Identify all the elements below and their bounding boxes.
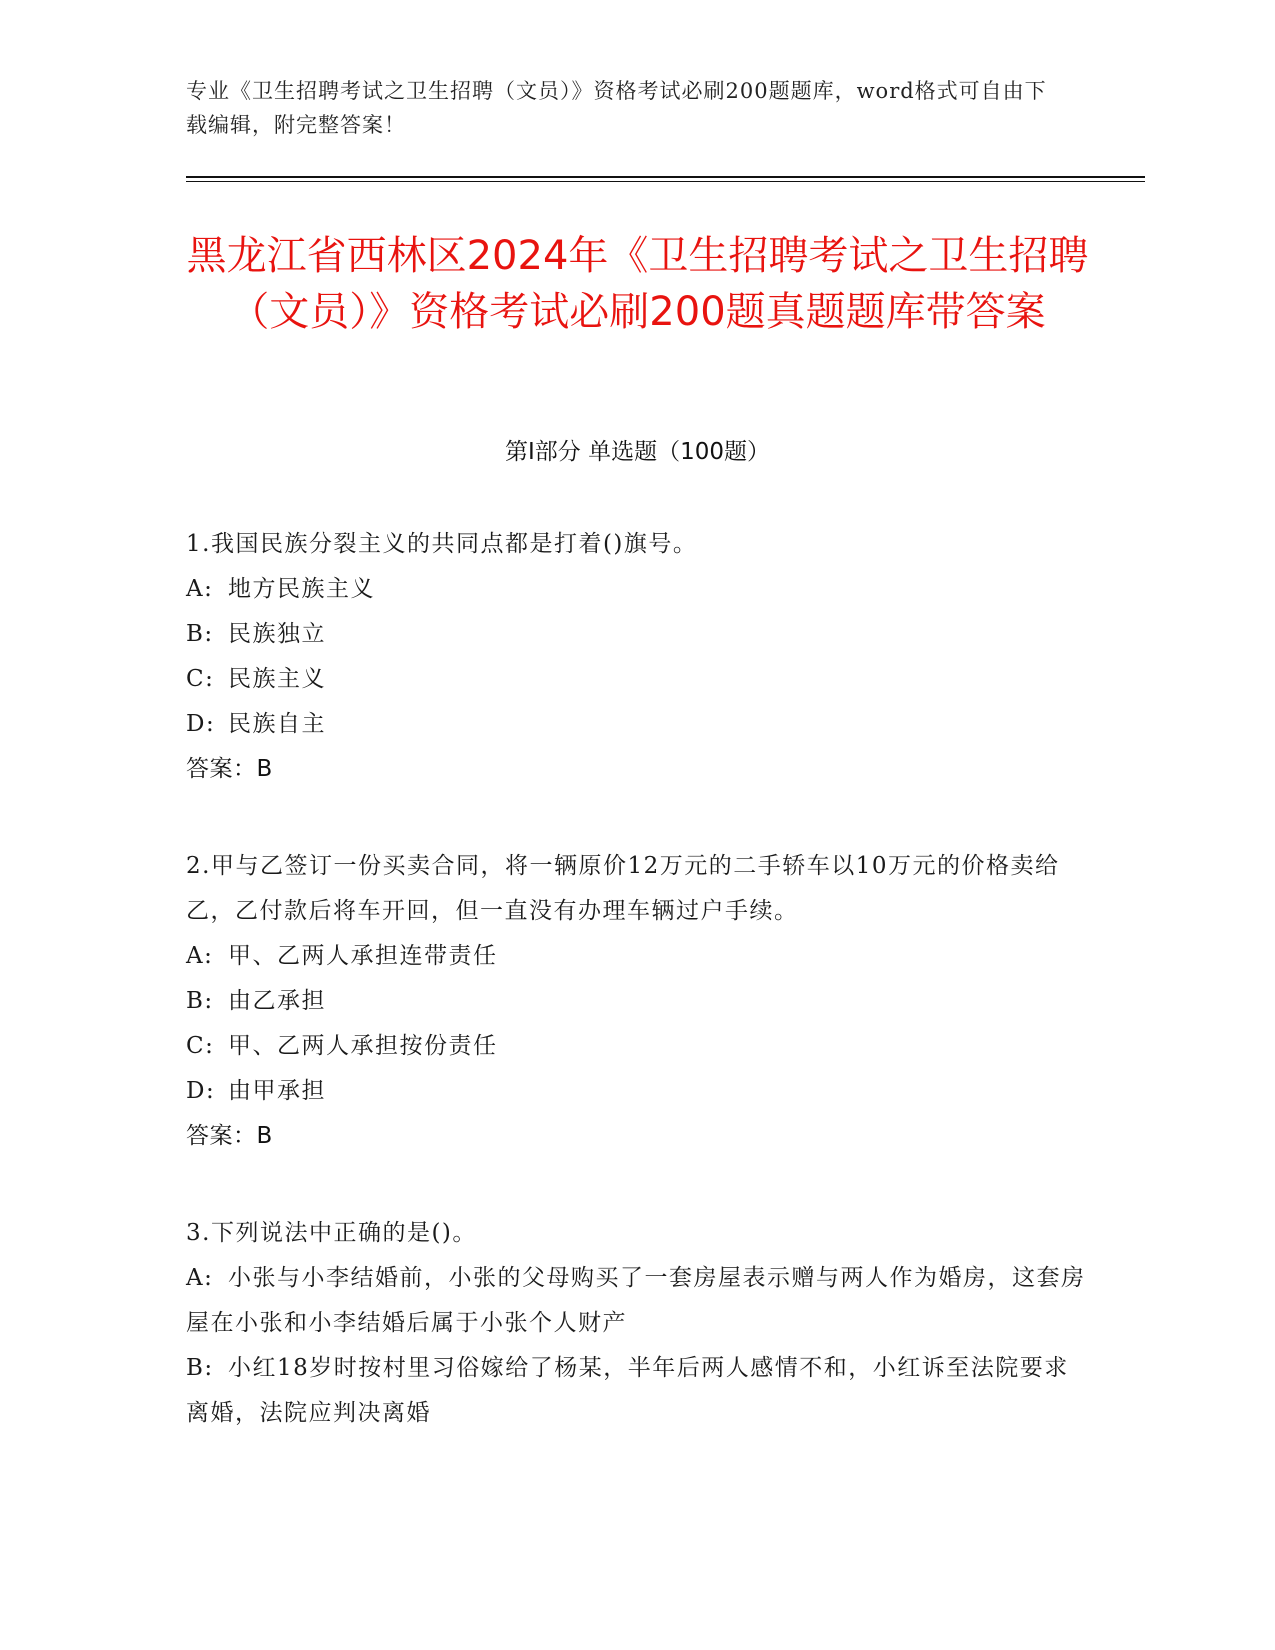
question-stem: 2.甲与乙签订一份买卖合同，将一辆原价12万元的二手轿车以10万元的价格卖给乙，乙付款后将车开回，但一直没有办理车辆过户手续。 [186,853,1060,924]
option-text: 民族自主 [228,711,326,737]
question-stem: 3.下列说法中正确的是()。 [186,1220,477,1246]
option-d [186,1069,1086,1114]
option-a [186,934,1086,979]
option-text: 小红18岁时按村里习俗嫁给了杨某，半年后两人感情不和，小红诉至法院要求离婚，法院应判决离婚 [186,1355,1069,1426]
option-letter: C: [186,1033,215,1059]
question-stem: 1.我国民族分裂主义的共同点都是打着()旗号。 [186,531,698,557]
option-c [186,657,1086,702]
option-letter: B: [186,988,214,1014]
option-a [186,567,1086,612]
header-divider-thin [186,181,1145,182]
option-letter: A: [186,943,214,969]
option-text: 甲、乙两人承担按份责任 [228,1033,498,1059]
question-spacer [186,1159,1086,1211]
option-letter: A: [186,576,214,602]
option-letter: D: [186,1078,216,1104]
question-3 [186,1211,1086,1436]
option-b [186,612,1086,657]
option-a [186,1256,1086,1346]
header-divider-thick [186,176,1145,178]
option-text: 民族独立 [228,621,326,647]
option-letter: C: [186,666,215,692]
header-note: 专业《卫生招聘考试之卫生招聘（文员）》资格考试必刷200题题库，word格式可自由下载编辑，附完整答案！ [186,79,1047,137]
option-d [186,702,1086,747]
question-1 [186,522,1086,792]
option-text: 由乙承担 [228,988,326,1014]
question-2 [186,844,1086,1159]
option-letter: A: [186,1265,214,1291]
option-text: 地方民族主义 [228,576,375,602]
option-text: 甲、乙两人承担连带责任 [228,943,498,969]
option-c [186,1024,1086,1069]
option-b [186,979,1086,1024]
answer-line: 答案：B [186,756,273,782]
question-spacer [186,792,1086,844]
option-text: 由甲承担 [228,1078,326,1104]
document-title: 黑龙江省西林区2024年《卫生招聘考试之卫生招聘（文员）》资格考试必刷200题真题题库带答案 [186,233,1089,335]
option-b [186,1346,1086,1436]
option-letter: B: [186,621,214,647]
question-list [186,522,1086,1436]
option-text: 小张与小李结婚前，小张的父母购买了一套房屋表示赠与两人作为婚房，这套房屋在小张和小李结婚后属于小张个人财产 [186,1265,1086,1336]
option-letter: D: [186,711,216,737]
option-text: 民族主义 [228,666,326,692]
section-heading: 第I部分 单选题（100题） [505,439,770,465]
option-letter: B: [186,1355,214,1381]
answer-line: 答案：B [186,1123,273,1149]
